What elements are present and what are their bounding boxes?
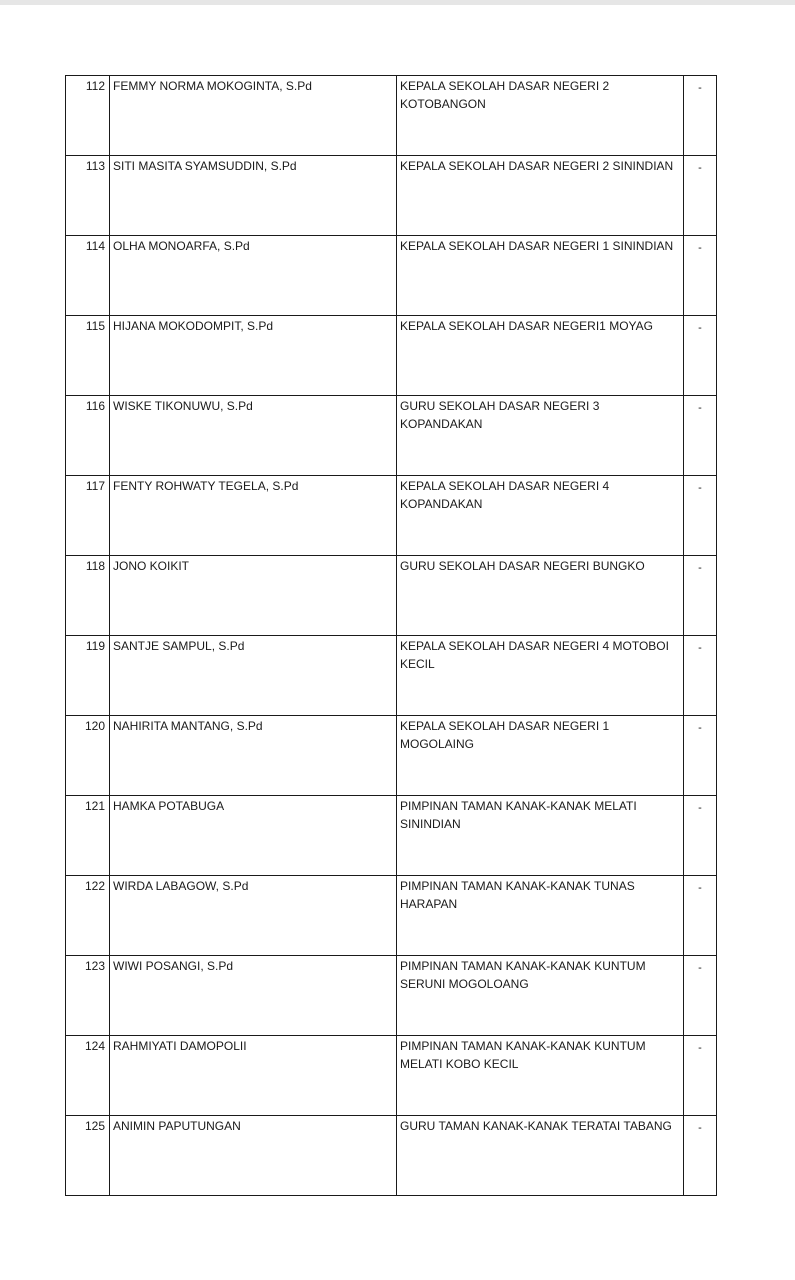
row-number: 118 (66, 556, 110, 636)
note-cell: - (684, 316, 717, 396)
table-row (66, 1036, 717, 1116)
position-title: KEPALA SEKOLAH DASAR NEGERI 2 SININDIAN (397, 156, 684, 236)
person-name: FENTY ROHWATY TEGELA, S.Pd (110, 476, 397, 556)
table-row (66, 156, 717, 236)
row-number: 124 (66, 1036, 110, 1116)
position-title: PIMPINAN TAMAN KANAK-KANAK KUNTUM MELATI KOBO KECIL (397, 1036, 684, 1116)
note-cell: - (684, 1036, 717, 1116)
table-row (66, 636, 717, 716)
note-cell: - (684, 476, 717, 556)
row-number: 117 (66, 476, 110, 556)
table-row (66, 476, 717, 556)
person-name: HAMKA POTABUGA (110, 796, 397, 876)
table-row (66, 956, 717, 1036)
note-cell: - (684, 956, 717, 1036)
position-title: PIMPINAN TAMAN KANAK-KANAK KUNTUM SERUNI MOGOLOANG (397, 956, 684, 1036)
position-title: KEPALA SEKOLAH DASAR NEGERI 1 MOGOLAING (397, 716, 684, 796)
document-page (0, 5, 795, 1280)
person-name: JONO KOIKIT (110, 556, 397, 636)
position-title: KEPALA SEKOLAH DASAR NEGERI 2 KOTOBANGON (397, 76, 684, 156)
person-name: SANTJE SAMPUL, S.Pd (110, 636, 397, 716)
row-number: 113 (66, 156, 110, 236)
person-name: RAHMIYATI DAMOPOLII (110, 1036, 397, 1116)
position-title: GURU SEKOLAH DASAR NEGERI 3 KOPANDAKAN (397, 396, 684, 476)
note-cell: - (684, 556, 717, 636)
table-row (66, 76, 717, 156)
note-cell: - (684, 716, 717, 796)
row-number: 120 (66, 716, 110, 796)
row-number: 112 (66, 76, 110, 156)
position-title: PIMPINAN TAMAN KANAK-KANAK MELATI SININDIAN (397, 796, 684, 876)
person-name: WIWI POSANGI, S.Pd (110, 956, 397, 1036)
position-title: GURU SEKOLAH DASAR NEGERI BUNGKO (397, 556, 684, 636)
note-cell: - (684, 236, 717, 316)
row-number: 123 (66, 956, 110, 1036)
person-name: WIRDA LABAGOW, S.Pd (110, 876, 397, 956)
note-cell: - (684, 396, 717, 476)
note-cell: - (684, 76, 717, 156)
row-number: 115 (66, 316, 110, 396)
note-cell: - (684, 1116, 717, 1196)
table-row (66, 796, 717, 876)
row-number: 114 (66, 236, 110, 316)
table-row (66, 396, 717, 476)
position-title: KEPALA SEKOLAH DASAR NEGERI 1 SININDIAN (397, 236, 684, 316)
table-row (66, 236, 717, 316)
row-number: 116 (66, 396, 110, 476)
position-title: PIMPINAN TAMAN KANAK-KANAK TUNAS HARAPAN (397, 876, 684, 956)
table-row (66, 1116, 717, 1196)
table-row (66, 716, 717, 796)
person-name: ANIMIN PAPUTUNGAN (110, 1116, 397, 1196)
person-name: HIJANA MOKODOMPIT, S.Pd (110, 316, 397, 396)
person-name: WISKE TIKONUWU, S.Pd (110, 396, 397, 476)
note-cell: - (684, 876, 717, 956)
person-name: NAHIRITA MANTANG, S.Pd (110, 716, 397, 796)
row-number: 122 (66, 876, 110, 956)
position-title: KEPALA SEKOLAH DASAR NEGERI1 MOYAG (397, 316, 684, 396)
table-row (66, 876, 717, 956)
table-row (66, 316, 717, 396)
position-title: GURU TAMAN KANAK-KANAK TERATAI TABANG (397, 1116, 684, 1196)
note-cell: - (684, 796, 717, 876)
personnel-table (65, 75, 717, 1196)
position-title: KEPALA SEKOLAH DASAR NEGERI 4 KOPANDAKAN (397, 476, 684, 556)
row-number: 125 (66, 1116, 110, 1196)
person-name: OLHA MONOARFA, S.Pd (110, 236, 397, 316)
row-number: 119 (66, 636, 110, 716)
person-name: SITI MASITA SYAMSUDDIN, S.Pd (110, 156, 397, 236)
position-title: KEPALA SEKOLAH DASAR NEGERI 4 MOTOBOI KECIL (397, 636, 684, 716)
person-name: FEMMY NORMA MOKOGINTA, S.Pd (110, 76, 397, 156)
personnel-table-body (66, 76, 717, 1196)
note-cell: - (684, 156, 717, 236)
note-cell: - (684, 636, 717, 716)
table-row (66, 556, 717, 636)
row-number: 121 (66, 796, 110, 876)
